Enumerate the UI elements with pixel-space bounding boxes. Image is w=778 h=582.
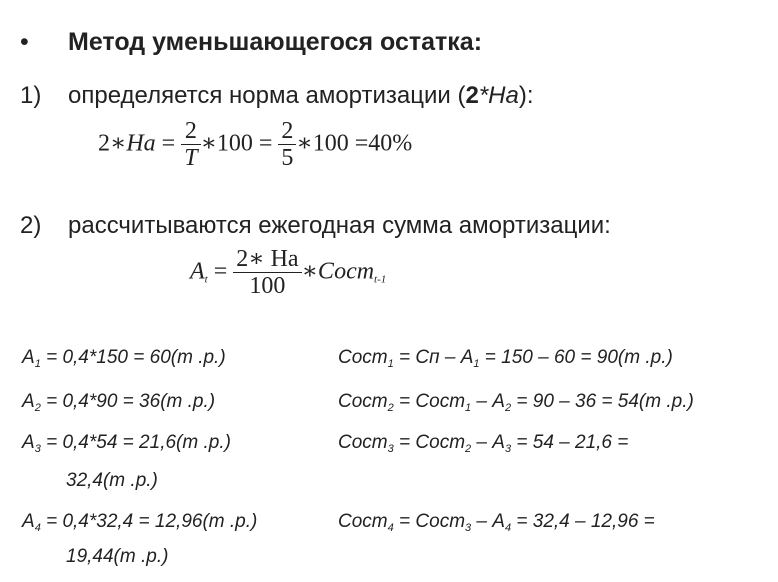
cost-label: Сост: [338, 391, 388, 412]
formula-norm: [98, 118, 412, 172]
cost-sub-3: 4: [504, 522, 512, 534]
calc-a-expr: = 0,4*54 = 21,6(т .р.): [40, 432, 231, 453]
cost-sub-2: 1: [465, 402, 472, 414]
calc-a-expr: = 0,4*150 = 60(т .р.): [40, 347, 226, 368]
cost-sub-2: 1: [473, 358, 480, 370]
formula-1-eq1: =: [161, 130, 176, 157]
bullet: •: [20, 28, 29, 56]
formula-1-lhs-var: На: [126, 130, 156, 157]
calc-row-cost3: [338, 432, 628, 455]
fraction-2-numerator: 2: [278, 118, 296, 145]
calc-a-expr: = 0,4*90 = 36(т .р.): [40, 391, 216, 412]
fraction-2-denominator: 5: [281, 145, 294, 172]
formula-2-eq: =: [213, 258, 228, 285]
cost-expr-2: – A: [471, 432, 505, 453]
formula-1-fraction-1: [181, 118, 200, 172]
calc-a-label: A: [22, 391, 35, 412]
calc-row-cost1: [338, 347, 673, 370]
step-2-text: рассчитываются ежегодная сумма амортизации:: [68, 212, 611, 239]
formula-2-rhs: ∗Сост: [301, 258, 375, 285]
calc-a-expr: = 0,4*32,4 = 12,96(т .р.): [40, 511, 258, 532]
step-2-number: 2): [20, 212, 42, 239]
step-1-text: [68, 82, 534, 110]
cost-sub: 3: [387, 443, 394, 455]
step-1: [20, 82, 760, 114]
step-1-close: ):: [518, 82, 534, 109]
formula-1-fraction-2: [278, 118, 296, 172]
formula-2-numerator: 2∗ На: [233, 246, 301, 273]
calc-row-cost4: [338, 511, 655, 534]
calc-a-label: A: [22, 347, 35, 368]
formula-1-result: =40%: [354, 130, 413, 157]
heading: [20, 28, 760, 60]
cost-sub-3: 3: [504, 443, 512, 455]
calc-row-a1: [22, 347, 226, 370]
formula-2-denominator: 100: [249, 273, 286, 300]
formula-annual-amortization: [190, 246, 386, 300]
calc-row-a2: [22, 391, 215, 414]
formula-1-lhs: 2∗: [98, 130, 127, 157]
cost-expr-1: = Сост: [393, 391, 466, 412]
formula-2-fraction: [233, 246, 301, 300]
cost-expr-1: = Сост: [393, 432, 466, 453]
cost-expr-1: = Сп – A: [393, 347, 474, 368]
cost-expr-3: = 54 – 21,6 =: [511, 432, 629, 453]
formula-2-lhs-sub: t: [204, 273, 208, 286]
step-2: [20, 212, 760, 244]
calc-row-a3: [22, 432, 231, 455]
cost-expr-3: = 90 – 36 = 54(т .р.): [511, 391, 694, 412]
cost-sub-2: 3: [465, 522, 472, 534]
cost-expr-1: = Сост: [393, 511, 466, 532]
cost-expr-2: – A: [471, 391, 505, 412]
cost-sub: 2: [387, 402, 394, 414]
formula-1-mul2: ∗100: [296, 130, 349, 157]
cost-label: Сост: [338, 432, 388, 453]
formula-1-eq2: =: [258, 130, 273, 157]
calc-row-a3-cont: 32,4(т .р.): [66, 470, 158, 491]
cost-sub: 1: [387, 358, 394, 370]
step-1-bold: 2: [465, 82, 479, 109]
formula-2-rhs-sub: t-1: [374, 273, 387, 286]
step-1-label: определяется норма амортизации (: [68, 82, 466, 109]
cost-sub-2: 2: [465, 443, 472, 455]
fraction-1-denominator: T: [184, 145, 198, 172]
calc-a-label: A: [22, 511, 35, 532]
calc-row-a4-cont: 19,44(т .р.): [66, 546, 169, 567]
cost-expr-3: = 32,4 – 12,96 =: [511, 511, 655, 532]
calc-a-sub: 2: [34, 402, 41, 414]
page-title: Метод уменьшающегося остатка:: [68, 28, 483, 56]
calc-a-sub: 4: [34, 522, 41, 534]
step-1-italic: *На: [478, 82, 519, 109]
calc-row-a4: [22, 511, 257, 534]
formula-2-lhs: A: [190, 258, 205, 285]
calc-a-label: A: [22, 432, 35, 453]
step-1-number: 1): [20, 82, 42, 109]
cost-sub: 4: [387, 522, 394, 534]
fraction-1-numerator: 2: [181, 118, 200, 145]
cost-sub-3: 2: [504, 402, 512, 414]
calc-a-sub: 1: [34, 358, 41, 370]
cost-expr-2: – A: [471, 511, 505, 532]
cost-label: Сост: [338, 511, 388, 532]
calc-row-cost2: [338, 391, 694, 414]
calc-a-sub: 3: [34, 443, 41, 455]
cost-expr-2: = 150 – 60 = 90(т .р.): [479, 347, 673, 368]
cost-label: Сост: [338, 347, 388, 368]
formula-1-mul1: ∗100: [200, 130, 253, 157]
